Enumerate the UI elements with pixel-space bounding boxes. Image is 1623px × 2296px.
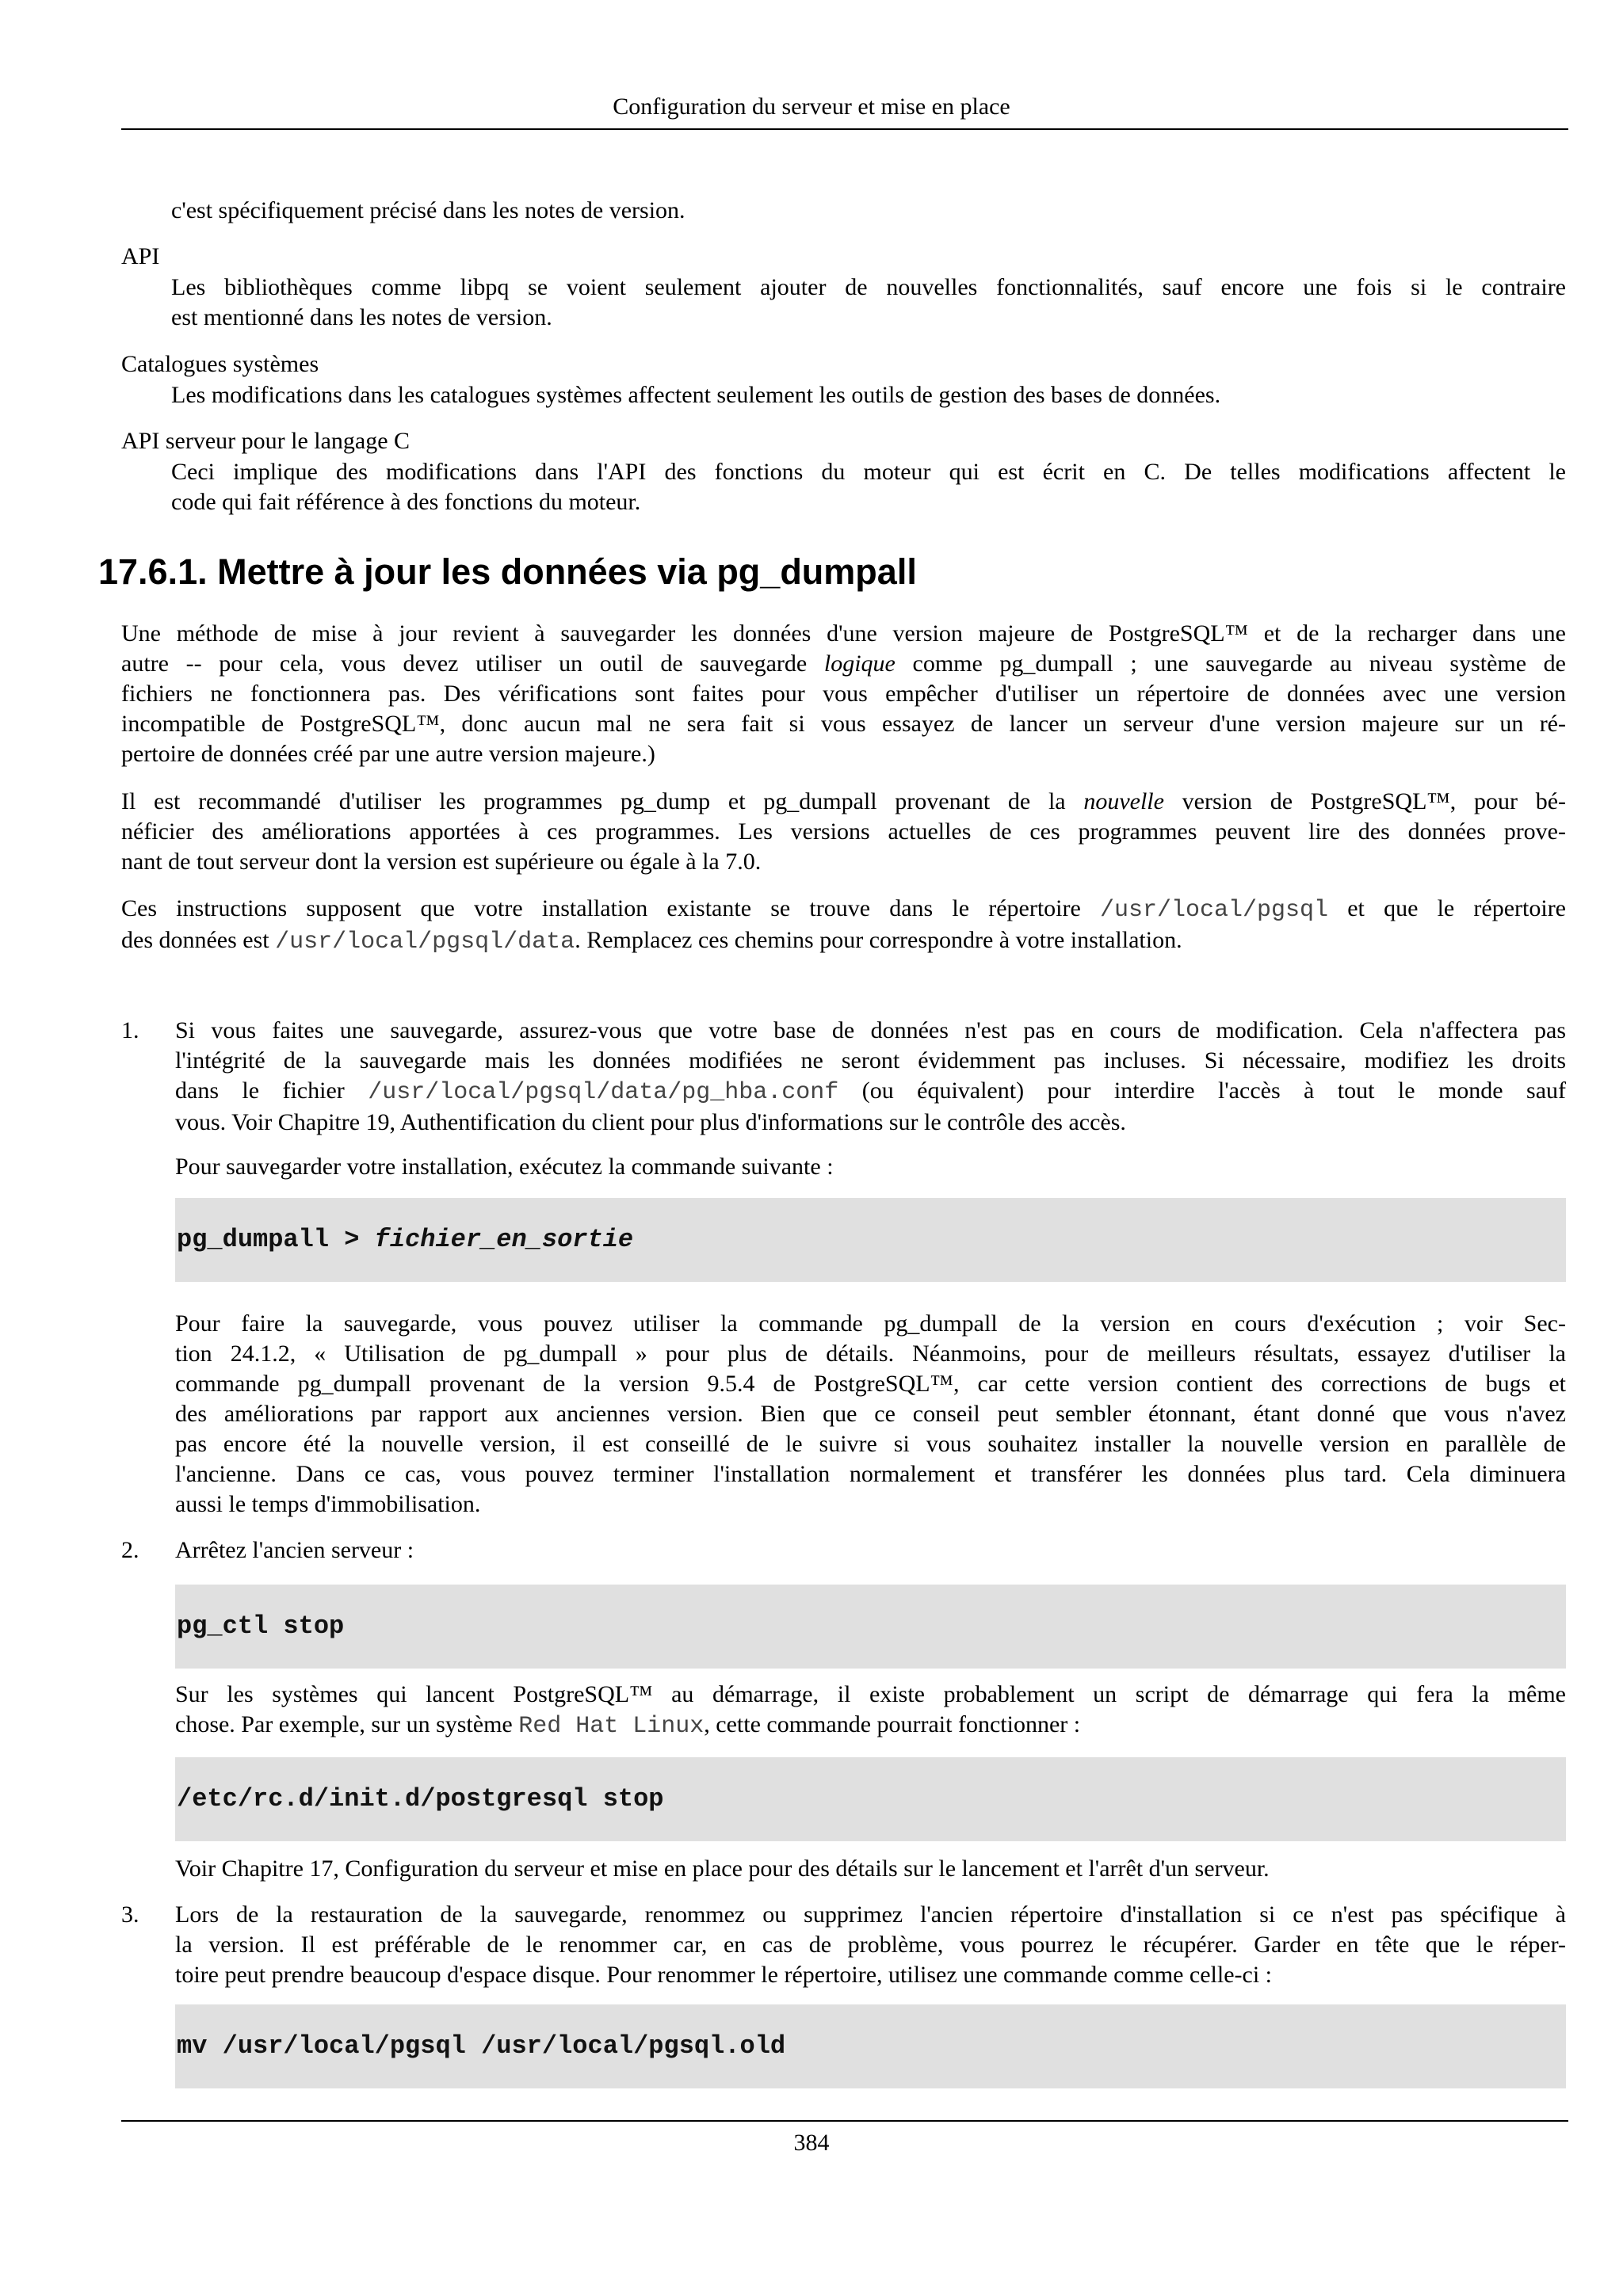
step-3-line-2: la version. Il est préférable de le renommer car, en cas de problème, vous pourrez le récupérer. Garder en tête que le réper- — [175, 1932, 1566, 1958]
code-block-init-script: /etc/rc.d/init.d/postgresql stop — [175, 1757, 1566, 1841]
step-1-line-1: Si vous faites une sauvegarde, assurez-vous que votre base de données n'est pas en cours de modification. Cela n'affectera pas — [175, 1017, 1566, 1043]
step-2-after: Voir Chapitre 17, Configuration du serveur et mise en place pour des détails sur le lancement et l'arrêt d'un serveur. — [175, 1855, 1270, 1882]
path-pgsql: /usr/local/pgsql — [1100, 897, 1329, 924]
term-c-api: API serveur pour le langage C — [121, 428, 411, 454]
p1-line-5: pertoire de données créé par une autre version majeure.) — [121, 741, 655, 767]
step-1-after-line-3: commande pg_dumpall provenant de la version 9.5.4 de PostgreSQL™, car cette version contient des corrections de bugs et — [175, 1371, 1566, 1397]
p1-line-1: Une méthode de mise à jour revient à sauvegarder les données d'une version majeure de PostgreSQL™ et de la recharger dans une — [121, 620, 1566, 646]
emphasis-nouvelle: nouvelle — [1083, 788, 1164, 814]
step-2-lead: Arrêtez l'ancien serveur : — [175, 1537, 414, 1563]
step-number-2: 2. — [121, 1537, 139, 1563]
intro-tail: c'est spécifiquement précisé dans les notes de version. — [171, 197, 685, 223]
code-argument: fichier_en_sortie — [374, 1225, 634, 1254]
p1-line-2: autre -- pour cela, vous devez utiliser un outil de sauvegarde logique comme pg_dumpall ; une sauvegarde au niveau système de — [121, 650, 1567, 677]
step-1-line-4: vous. Voir Chapitre 19, Authentification du client pour plus d'informations sur le contrôle des accès. — [175, 1109, 1126, 1135]
step-3-line-1: Lors de la restauration de la sauvegarde, renommez ou supprimez l'ancien répertoire d'installation si ce n'est pas spécifique à — [175, 1901, 1566, 1928]
def-c-api-line-1: Ceci implique des modifications dans l'API des fonctions du moteur qui est écrit en C. De telles modifications affectent le — [171, 459, 1566, 485]
p2-line-2: néficier des améliorations apportées à ces programmes. Les versions actuelles de ces programmes peuvent lire des données prove- — [121, 818, 1566, 845]
def-c-api-line-2: code qui fait référence à des fonctions du moteur. — [171, 489, 641, 515]
emphasis-logique: logique — [823, 650, 896, 677]
step-3-text — [175, 1900, 1566, 1990]
p3-line-2: des données est /usr/local/pgsql/data. Remplacez ces chemins pour correspondre à votre installation. — [121, 927, 1182, 955]
paragraph-3 — [121, 894, 1566, 957]
step-number-1: 1. — [121, 1017, 139, 1043]
code-block-pg-ctl: pg_ctl stop — [175, 1585, 1566, 1669]
step-2-mid-line-1: Sur les systèmes qui lancent PostgreSQL™ au démarrage, il existe probablement un script de démarrage qui fera la même — [175, 1681, 1566, 1707]
path-pgsql-data: /usr/local/pgsql/data — [275, 929, 575, 955]
p2-line-3: nant de tout serveur dont la version est supérieure ou égale à la 7.0. — [121, 849, 762, 875]
def-api-line-2: est mentionné dans les notes de version. — [171, 304, 552, 330]
term-api: API — [121, 243, 160, 269]
def-c-api — [171, 457, 1566, 517]
step-number-3: 3. — [121, 1901, 139, 1928]
def-catalogues: Les modifications dans les catalogues systèmes affectent seulement les outils de gestion des bases de données. — [171, 382, 1221, 408]
code-block-pg-dumpall: pg_dumpall > fichier_en_sortie — [175, 1198, 1566, 1282]
step-1-after-line-2: tion 24.1.2, « Utilisation de pg_dumpall » pour plus de détails. Néanmoins, pour de meilleurs résultats, essayez d'utiliser la — [175, 1341, 1566, 1367]
step-3-line-3: toire peut prendre beaucoup d'espace disque. Pour renommer le répertoire, utilisez une commande comme celle-ci : — [175, 1962, 1273, 1988]
def-api-line-1: Les bibliothèques comme libpq se voient seulement ajouter de nouvelles fonctionnalités, sauf encore une fois si le contraire — [171, 274, 1566, 300]
step-2-mid — [175, 1680, 1566, 1741]
step-1-after-line-5: pas encore été la nouvelle version, il est conseillé de le suivre si vous souhaitez installer la nouvelle version en parallèle de — [175, 1431, 1566, 1457]
step-2-mid-line-2: chose. Par exemple, sur un système Red Hat Linux, cette commande pourrait fonctionner : — [175, 1711, 1081, 1740]
term-catalogues: Catalogues systèmes — [121, 351, 319, 377]
running-header: Configuration du serveur et mise en place — [613, 93, 1010, 120]
step-1-after-line-6: l'ancienne. Dans ce cas, vous pouvez terminer l'installation normalement et transférer les données plus tard. Cela diminuera — [175, 1461, 1566, 1487]
paragraph-2 — [121, 787, 1566, 877]
p3-line-1: Ces instructions supposent que votre installation existante se trouve dans le répertoire /usr/local/pgsql et que le répertoire — [121, 895, 1566, 924]
footer-rule — [121, 2120, 1568, 2122]
step-1-text — [175, 1016, 1566, 1138]
section-heading: 17.6.1. Mettre à jour les données via pg_dumpall — [98, 551, 917, 592]
step-1-lead: Pour sauvegarder votre installation, exécutez la commande suivante : — [175, 1154, 834, 1180]
step-1-after-line-7: aussi le temps d'immobilisation. — [175, 1491, 481, 1517]
header-rule — [121, 128, 1568, 130]
p1-line-3: fichiers ne fonctionnera pas. Des vérifications sont faites pour vous empêcher d'utiliser un répertoire de données avec une version — [121, 681, 1566, 707]
p1-line-4: incompatible de PostgreSQL™, donc aucun mal ne sera fait si vous essayez de lancer un serveur d'une version majeure sur un ré- — [121, 711, 1566, 737]
step-1-after-line-1: Pour faire la sauvegarde, vous pouvez utiliser la commande pg_dumpall de la version en cours d'exécution ; voir Sec- — [175, 1310, 1566, 1337]
path-pg-hba: /usr/local/pgsql/data/pg_hba.conf — [368, 1079, 839, 1106]
step-1-after — [175, 1309, 1566, 1520]
def-api — [171, 273, 1566, 333]
p2-line-1: Il est recommandé d'utiliser les programmes pg_dump et pg_dumpall provenant de la nouvelle version de PostgreSQL™, pour bé- — [121, 788, 1567, 814]
code-block-mv: mv /usr/local/pgsql /usr/local/pgsql.old — [175, 2004, 1566, 2088]
step-1-line-2: l'intégrité de la sauvegarde mais les données modifiées ne seront évidemment pas incluses. Si nécessaire, modifiez les droits — [175, 1047, 1566, 1074]
step-1-after-line-4: des améliorations par rapport aux anciennes version. Bien que ce conseil peut sembler étonnant, étant donné que vous n'avez — [175, 1401, 1566, 1427]
page-number: 384 — [793, 2130, 830, 2156]
step-1-line-3: dans le fichier /usr/local/pgsql/data/pg_hba.conf (ou équivalent) pour interdire l'accès à tout le monde sauf — [175, 1077, 1566, 1106]
paragraph-1 — [121, 619, 1566, 769]
red-hat-linux: Red Hat Linux — [518, 1713, 705, 1740]
